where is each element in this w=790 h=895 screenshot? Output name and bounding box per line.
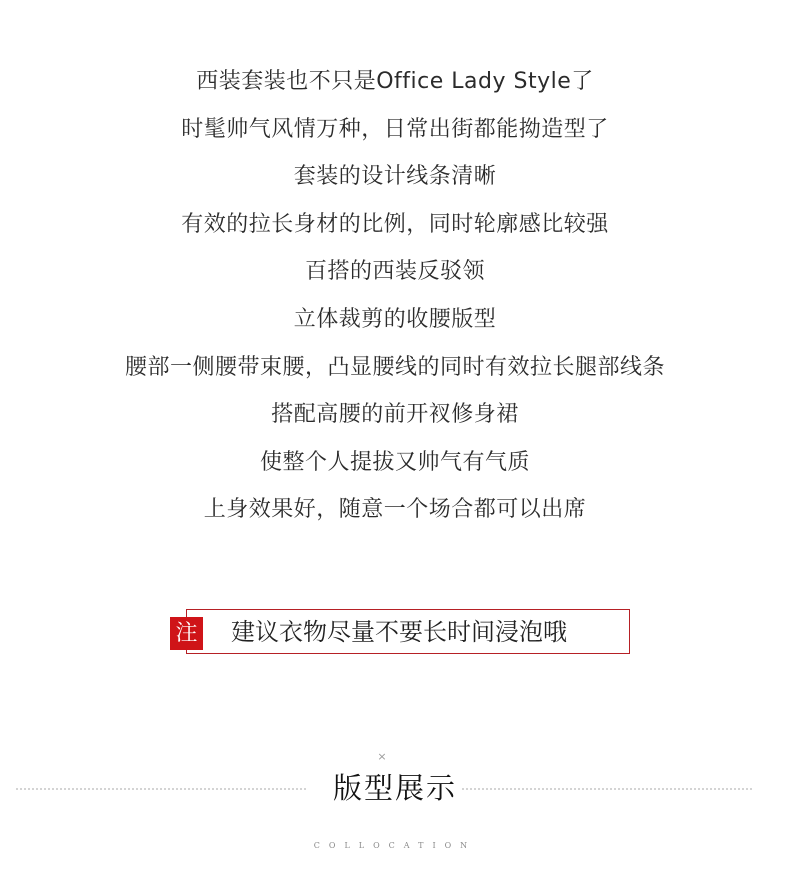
description-line: 西装套装也不只是Office Lady Style了 bbox=[196, 69, 594, 94]
section-title: 版型展示 bbox=[332, 771, 457, 805]
note-badge: 注 bbox=[170, 617, 203, 650]
description-line: 套装的设计线条清晰 bbox=[293, 164, 497, 190]
product-description bbox=[0, 62, 790, 538]
section-subtitle: COLLOCATION bbox=[313, 841, 477, 850]
description-line: 时髦帅气风情万种，日常出街都能拗造型了 bbox=[181, 116, 609, 142]
description-line: 使整个人提拔又帅气有气质 bbox=[259, 449, 530, 475]
description-line: 搭配高腰的前开衩修身裙 bbox=[271, 402, 519, 428]
description-line: 腰部一侧腰带束腰，凸显腰线的同时有效拉长腿部线条 bbox=[124, 354, 665, 380]
close-icon: × bbox=[377, 750, 387, 763]
description-line: 有效的拉长身材的比例，同时轮廓感比较强 bbox=[181, 211, 609, 237]
care-note-text: 建议衣物尽量不要长时间浸泡哦 bbox=[231, 618, 567, 646]
care-note bbox=[170, 609, 630, 654]
description-line: 上身效果好，随意一个场合都可以出席 bbox=[203, 497, 587, 523]
description-line: 立体裁剪的收腰版型 bbox=[293, 306, 497, 332]
divider-left bbox=[16, 788, 306, 790]
care-note-frame bbox=[186, 609, 630, 654]
description-line: 百搭的西装反驳领 bbox=[304, 259, 485, 285]
divider-right bbox=[462, 788, 752, 790]
